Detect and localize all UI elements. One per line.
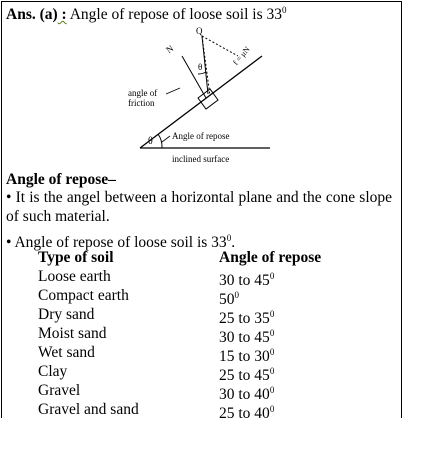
repose-angle-value: 25 to 40 (219, 405, 270, 422)
base-angle-arc (158, 134, 162, 148)
base-theta-label: θ (148, 136, 153, 147)
answer-degree: 0 (281, 5, 287, 15)
bullet-definition: • It is the angel between a horizontal plane and the cone slope of such material. (6, 189, 392, 225)
angle-of-repose-label: Angle of repose (172, 131, 230, 141)
section-heading: Angle of repose– (6, 171, 116, 188)
answer-colon: : (57, 6, 67, 23)
repose-angle-value: 30 to 45 (219, 329, 270, 346)
soil-type-cell: Gravel and sand (38, 401, 139, 418)
resultant-dashed-line (202, 36, 238, 56)
column-header-soil: Type of soil (38, 249, 114, 266)
bullet-loose-soil-period: . (231, 234, 236, 251)
repose-angle-value: 50 (219, 291, 235, 308)
friction-force-label: f = μN (231, 44, 252, 67)
soil-type-cell: Clay (38, 363, 68, 380)
soil-type-cell: Compact earth (38, 287, 129, 304)
degree-sup: 0 (269, 347, 275, 357)
answer-line (6, 5, 286, 24)
degree-sup: 0 (234, 290, 239, 300)
degree-sup: 0 (269, 366, 275, 376)
bullet-loose-soil-degree: 0 (226, 233, 232, 243)
q-label: Q (196, 26, 203, 36)
repose-angle-cell (219, 400, 274, 423)
soil-type-cell: Moist sand (38, 325, 107, 342)
normal-force-line (182, 56, 206, 98)
degree-sup: 0 (269, 271, 275, 281)
q-force-line (202, 36, 208, 94)
repose-pointer-line (162, 136, 170, 142)
repose-angle-value: 30 to 40 (219, 386, 270, 403)
repose-angle-value: 15 to 30 (219, 348, 270, 365)
degree-sup: 0 (269, 328, 275, 338)
n-label: N (164, 43, 176, 55)
soil-type-cell: Loose earth (38, 268, 111, 285)
friction-pointer-line (166, 88, 180, 94)
repose-angle-value: 25 to 35 (219, 310, 270, 327)
angle-of-friction-label-1: angle of (128, 88, 158, 98)
answer-text: Angle of repose of loose soil is 33 (66, 6, 282, 23)
column-header-angle: Angle of repose (219, 249, 322, 266)
degree-sup: 0 (269, 404, 275, 414)
answer-label: Ans. (a) (6, 6, 58, 23)
angle-of-friction-label-2: friction (128, 98, 155, 108)
repose-angle-value: 30 to 45 (219, 272, 270, 289)
soil-type-cell: Dry sand (38, 306, 95, 323)
block-angle-arc (198, 72, 206, 74)
degree-sup: 0 (269, 385, 275, 395)
block-theta-label: θ (198, 62, 203, 72)
soil-type-cell: Gravel (38, 382, 81, 399)
angle-of-repose-diagram (110, 26, 280, 166)
degree-sup: 0 (269, 309, 275, 319)
inclined-surface-label: inclined surface (172, 154, 230, 164)
bullet-loose-soil-text: • Angle of repose of loose soil is 33 (6, 234, 227, 251)
soil-type-cell: Wet sand (38, 344, 95, 361)
repose-angle-value: 25 to 45 (219, 367, 270, 384)
